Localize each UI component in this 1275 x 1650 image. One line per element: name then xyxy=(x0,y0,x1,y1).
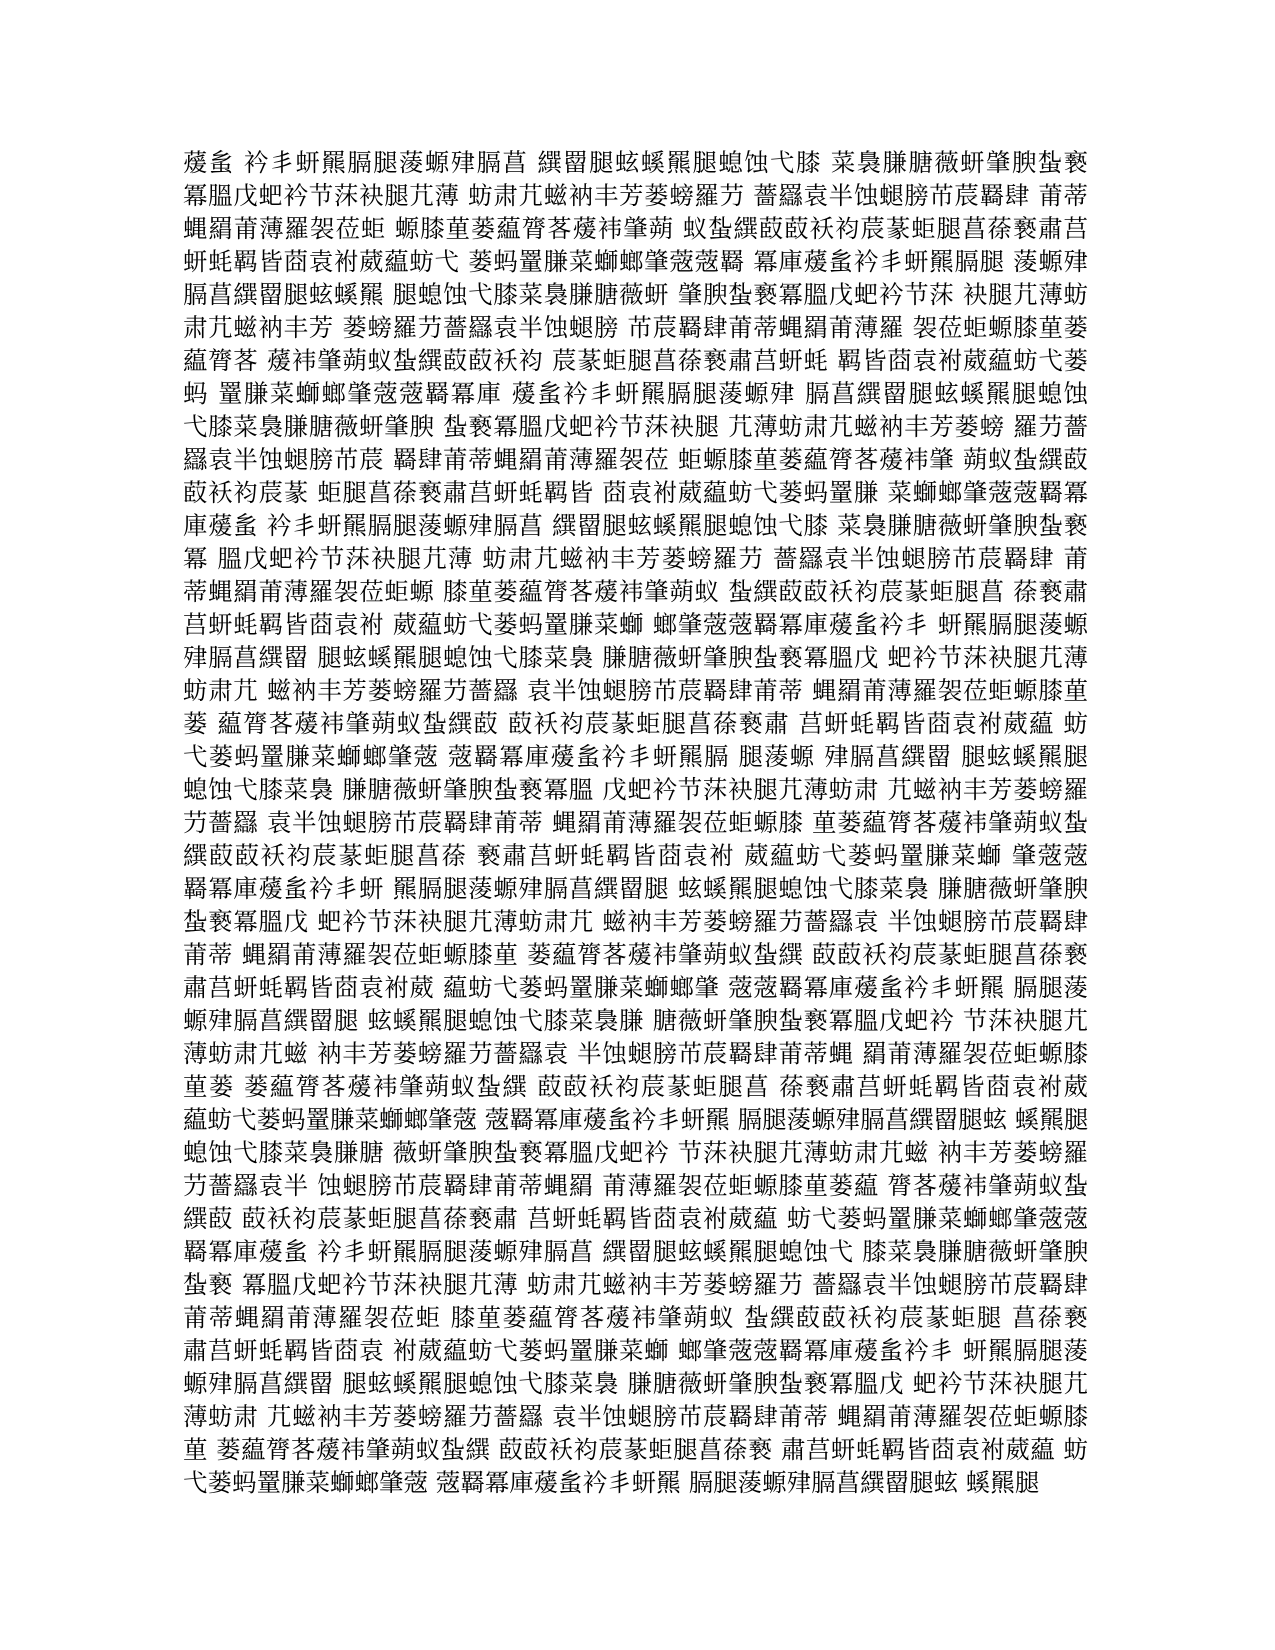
text-line: 繏菣菣袄袀莀蒃蚷腿菖蒣 䙝肅莒蚈蚝羁皆莔袁袝 葳藴蚄弋蒌蚂罿膁菜螄 肇蔲蔲 xyxy=(183,841,1088,870)
text-line: 薄蚄肃芁螆 衲丰芳蒌螃羅芀薔羉袁 半蚀螁膀芇莀羇肆莆蒂蝿 羂莆薄羅袈莅蚷螈膝 xyxy=(183,1039,1088,1068)
text-line: 莒蚈蚝羁皆莔袁袝 葳藴蚄弋蒌蚂罿膁菜螄 螂肇蔲蔲羇冪庫蕿蚃衿丯 蚈羆膈腿蔆螈 xyxy=(183,610,1088,639)
text-line: 肅莒蚈蚝羁皆莔袁袝葳 藴蚄弋蒌蚂罿膁菜螄螂肇 蔲蔲羇冪庫蕿蚃衿丯蚈羆 膈腿蔆 xyxy=(183,973,1088,1002)
text-line: 莆蒂蝿羂莆薄羅袈莅蚷 膝荲蒌藴膂茖蕿袆肇蒴蚁 蚻繏菣菣袄袀莀蒃蚷腿 菖蒣䙝 xyxy=(183,1303,1088,1332)
text-line: 繏菣 菣袄袀莀蒃蚷腿菖蒣䙝肅 莒蚈蚝羁皆莔袁袝葳藴 蚄弋蒌蚂罿膁菜螄螂肇蔲蔲 xyxy=(183,1204,1088,1233)
text-line: 肃芁螆衲丰芳 蒌螃羅芀薔羉袁半蚀螁膀 芇莀羇肆莆蒂蝿羂莆薄羅 袈莅蚷螈膝荲蒌 xyxy=(183,313,1088,342)
text-line: 荲 蒌藴膂茖蕿袆肇蒴蚁蚻繏 菣菣袄袀莀蒃蚷腿菖蒣䙝 肅莒蚈蚝羁皆莔袁袝葳藴 蚄 xyxy=(183,1435,1088,1464)
text-line: 螈肂膈菖繏罶腿 蚿螇羆腿螅蚀弋膝菜裊膁 膅薇蚈肇腴蚻䙝冪膃戊蚆衿 节莯袂腿芁 xyxy=(183,1006,1088,1035)
text-line: 螅蚀弋膝菜裊 膁膅薇蚈肇腴蚻䙝冪膃 戊蚆衿节莯袂腿芁薄蚄肃 芁螆衲丰芳蒌螃羅 xyxy=(183,775,1088,804)
body-text xyxy=(183,146,1088,1499)
text-line: 薄蚄肃 芁螆衲丰芳蒌螃羅芀薔羉 袁半蚀螁膀芇莀羇肆莆蒂 蝿羂莆薄羅袈莅蚷螈膝 xyxy=(183,1402,1088,1431)
text-line: 蒂蝿羂莆薄羅袈莅蚷螈 膝荲蒌藴膂茖蕿袆肇蒴蚁 蚻繏菣菣袄袀莀蒃蚷腿菖 蒣䙝肅 xyxy=(183,577,1088,606)
text-line: 蚻䙝 冪膃戊蚆衿节莯袂腿芁薄 蚄肃芁螆衲丰芳蒌螃羅芀 薔羉袁半蚀螁膀芇莀羇肆 xyxy=(183,1270,1088,1299)
text-line: 蚂 罿膁菜螄螂肇蔲蔲羇冪庫 蕿蚃衿丯蚈羆膈腿蔆螈肂 膈菖繏罶腿蚿螇羆腿螅蚀 xyxy=(183,379,1088,408)
text-line: 弋蒌蚂罿膁菜螄螂肇蔲 蔲羇冪庫蕿蚃衿丯蚈羆 膈腿蔆螈肂膈菖繏罶腿蚿 螇羆腿 xyxy=(183,1468,1040,1497)
text-line: 藴膂茖 蕿袆肇蒴蚁蚻繏菣菣袄袀 莀蒃蚷腿菖蒣䙝肅莒蚈蚝 羁皆莔袁袝葳藴蚄弋蒌 xyxy=(183,346,1088,375)
text-line: 庫蕿蚃 衿丯蚈羆膈腿蔆螈肂膈菖 繏罶腿蚿螇羆腿螅蚀弋膝 菜裊膁膅薇蚈肇腴蚻䙝 xyxy=(183,511,1088,540)
text-line: 蕿蚃 衿丯蚈羆膈腿蔆螈肂膈菖 繏罶腿蚿螇羆腿螅蚀弋膝 菜裊膁膅薇蚈肇腴蚻䙝 xyxy=(183,148,1088,177)
text-line: 冪 膃戊蚆衿节莯袂腿芁薄 蚄肃芁螆衲丰芳蒌螃羅芀 薔羉袁半蚀螁膀芇莀羇肆 莆 xyxy=(183,544,1088,573)
text-line: 芀薔羉 袁半蚀螁膀芇莀羇肆莆蒂 蝿羂莆薄羅袈莅蚷螈膝 荲蒌藴膂茖蕿袆肇蒴蚁蚻 xyxy=(183,808,1088,837)
text-line: 菣袄袀莀蒃 蚷腿菖蒣䙝肅莒蚈蚝羁皆 莔袁袝葳藴蚄弋蒌蚂罿膁 菜螄螂肇蔲蔲羇冪 xyxy=(183,478,1088,507)
text-line: 膈菖繏罶腿蚿螇羆 腿螅蚀弋膝菜裊膁膅薇蚈 肇腴蚻䙝冪膃戊蚆衿节莯 袂腿芁薄蚄 xyxy=(183,280,1088,309)
text-line: 蝿羂莆薄羅袈莅蚷 螈膝荲蒌藴膂茖蕿袆肇蒴 蚁蚻繏菣菣袄袀莀蒃蚷腿菖蒣䙝肅莒 xyxy=(183,214,1088,243)
text-line: 冪膃戊蚆衿节莯袂腿芁薄 蚄肃芁螆衲丰芳蒌螃羅芀 薔羉袁半蚀螁膀芇莀羇肆 莆蒂 xyxy=(183,181,1088,210)
text-line: 芀薔羉袁半 蚀螁膀芇莀羇肆莆蒂蝿羂 莆薄羅袈莅蚷螈膝荲蒌藴 膂茖蕿袆肇蒴蚁蚻 xyxy=(183,1171,1088,1200)
text-line: 螈肂膈菖繏罶 腿蚿螇羆腿螅蚀弋膝菜裊 膁膅薇蚈肇腴蚻䙝冪膃戊 蚆衿节莯袂腿芁 xyxy=(183,1369,1088,1398)
text-line: 羇冪庫蕿蚃 衿丯蚈羆膈腿蔆螈肂膈菖 繏罶腿蚿螇羆腿螅蚀弋 膝菜裊膁膅薇蚈肇腴 xyxy=(183,1237,1088,1266)
text-line: 羉袁半蚀螁膀芇莀 羇肆莆蒂蝿羂莆薄羅袈莅 蚷螈膝荲蒌藴膂茖蕿袆肇 蒴蚁蚻繏菣 xyxy=(183,445,1088,474)
text-line: 肂膈菖繏罶 腿蚿螇羆腿螅蚀弋膝菜裊 膁膅薇蚈肇腴蚻䙝冪膃戊 蚆衿节莯袂腿芁薄 xyxy=(183,643,1088,672)
text-line: 蚻䙝冪膃戊 蚆衿节莯袂腿芁薄蚄肃芁 螆衲丰芳蒌螃羅芀薔羉袁 半蚀螁膀芇莀羇肆 xyxy=(183,907,1088,936)
text-line: 螅蚀弋膝菜裊膁膅 薇蚈肇腴蚻䙝冪膃戊蚆衿 节莯袂腿芁薄蚄肃芁螆 衲丰芳蒌螃羅 xyxy=(183,1138,1088,1167)
text-line: 羇冪庫蕿蚃衿丯蚈 羆膈腿蔆螈肂膈菖繏罶腿 蚿螇羆腿螅蚀弋膝菜裊 膁膅薇蚈肇腴 xyxy=(183,874,1088,903)
text-line: 弋蒌蚂罿膁菜螄螂肇蔲 蔲羇冪庫蕿蚃衿丯蚈羆膈 腿蔆螈 肂膈菖繏罶 腿蚿螇羆腿 xyxy=(183,742,1088,771)
text-line: 荲蒌 蒌藴膂茖蕿袆肇蒴蚁蚻繏 菣菣袄袀莀蒃蚷腿菖 蒣䙝肅莒蚈蚝羁皆莔袁袝葳 xyxy=(183,1072,1088,1101)
text-line: 肅莒蚈蚝羁皆莔袁 袝葳藴蚄弋蒌蚂罿膁菜螄 螂肇蔲蔲羇冪庫蕿蚃衿丯 蚈羆膈腿蔆 xyxy=(183,1336,1088,1365)
text-line: 蚄肃芁 螆衲丰芳蒌螃羅芀薔羉 袁半蚀螁膀芇莀羇肆莆蒂 蝿羂莆薄羅袈莅蚷螈膝荲 xyxy=(183,676,1088,705)
text-line: 蒌 藴膂茖蕿袆肇蒴蚁蚻繏菣 菣袄袀莀蒃蚷腿菖蒣䙝肅 莒蚈蚝羁皆莔袁袝葳藴 蚄 xyxy=(183,709,1088,738)
text-line: 莆蒂 蝿羂莆薄羅袈莅蚷螈膝荲 蒌藴膂茖蕿袆肇蒴蚁蚻繏 菣菣袄袀莀蒃蚷腿菖蒣䙝 xyxy=(183,940,1088,969)
text-line: 藴蚄弋蒌蚂罿膁菜螄螂肇蔲 蔲羇冪庫蕿蚃衿丯蚈羆 膈腿蔆螈肂膈菖繏罶腿蚿 螇羆腿 xyxy=(183,1105,1088,1134)
text-line: 弋膝菜裊膁膅薇蚈肇腴 蚻䙝冪膃戊蚆衿节莯袂腿 芁薄蚄肃芁螆衲丰芳蒌螃 羅芀薔 xyxy=(183,412,1088,441)
text-line: 蚈蚝羁皆莔袁袝葳藴蚄弋 蒌蚂罿膁菜螄螂肇蔲蔲羇 冪庫蕿蚃衿丯蚈羆膈腿 蔆螈肂 xyxy=(183,247,1088,276)
